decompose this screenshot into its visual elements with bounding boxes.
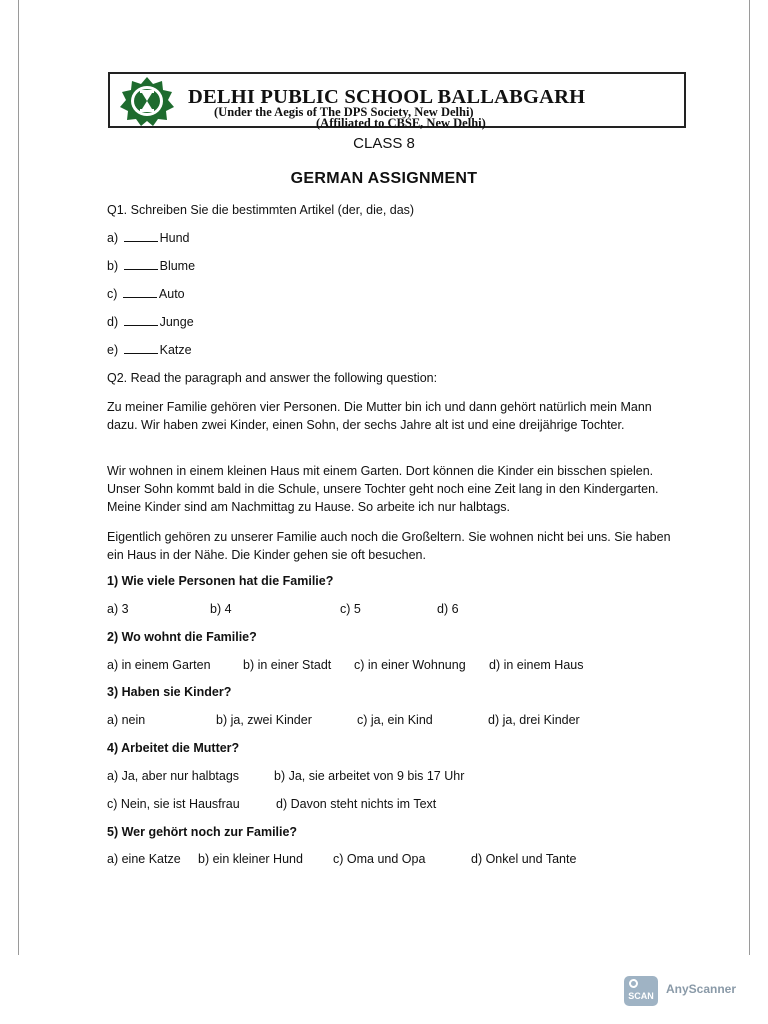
answer-blank — [124, 231, 158, 242]
class-title: CLASS 8 — [353, 135, 415, 152]
question-4-option-d: d) Davon steht nichts im Text — [276, 797, 437, 811]
question-1-option-a: a) 3 — [107, 602, 129, 616]
assignment-title: GERMAN ASSIGNMENT — [290, 170, 478, 187]
question-3-option-a: a) nein — [107, 713, 146, 727]
answer-blank — [123, 287, 157, 298]
question-4-option-a: a) Ja, aber nur halbtags — [107, 769, 240, 783]
q1-item-d — [107, 315, 194, 329]
reading-paragraph-3: Eigentlich gehören zu unserer Familie auch noch die Großeltern. Sie wohnen nicht bei uns. Sie haben ein Haus in der Nähe. Die Kinder gehen sie oft besuchen. — [107, 530, 671, 562]
q1-item-word: Katze — [159, 343, 192, 357]
scanner-watermark — [624, 974, 744, 1008]
scanner-lens-icon — [629, 979, 638, 988]
school-subtitle-aegis: (Under the Aegis of The DPS Society, New Delhi) — [214, 105, 474, 119]
school-subtitle-affiliation: (Affiliated to CBSE, New Delhi) — [316, 116, 486, 130]
question-3-option-b: b) ja, zwei Kinder — [216, 713, 312, 727]
q1-item-word: Hund — [159, 231, 190, 245]
q1-item-label: e) — [107, 343, 119, 357]
q1-item-word: Auto — [158, 287, 185, 301]
school-crest-icon — [116, 76, 178, 126]
question-5-option-d: d) Onkel und Tante — [471, 852, 577, 866]
q1-item-b — [107, 259, 195, 273]
school-name: DELHI PUBLIC SCHOOL BALLABGARH — [188, 86, 586, 108]
question-3-option-d: d) ja, drei Kinder — [488, 713, 580, 727]
question-3: 3) Haben sie Kinder? — [107, 685, 232, 699]
question-4-option-b: b) Ja, sie arbeitet von 9 bis 17 Uhr — [274, 769, 465, 783]
question-3-option-c: c) ja, ein Kind — [357, 713, 433, 727]
school-header-banner — [108, 72, 686, 128]
question-4: 4) Arbeitet die Mutter? — [107, 741, 240, 755]
reading-paragraph-2: Wir wohnen in einem kleinen Haus mit einem Garten. Dort können die Kinder ein bisschen spielen. Unser Sohn kommt bald in die Schule, unsere Tochter geht noch eine Zeit lang in den Kindergarten. Meine Kinder sind am Nachmittag zu Hause. So arbeite ich nur halbtags. — [107, 464, 659, 514]
q1-item-e — [107, 343, 192, 357]
q1-item-label: a) — [107, 231, 119, 245]
q2-prompt: Q2. Read the paragraph and answer the following question: — [107, 371, 438, 385]
q1-item-word: Blume — [159, 259, 196, 273]
question-2-option-a: a) in einem Garten — [107, 658, 211, 672]
q1-item-c — [107, 287, 185, 301]
question-2-option-b: b) in einer Stadt — [243, 658, 332, 672]
question-2-option-c: c) in einer Wohnung — [354, 658, 466, 672]
question-1-option-b: b) 4 — [210, 602, 232, 616]
question-5: 5) Wer gehört noch zur Familie? — [107, 825, 298, 839]
scanner-app-icon — [624, 976, 658, 1006]
q1-item-label: b) — [107, 259, 119, 273]
answer-blank — [124, 315, 158, 326]
question-2: 2) Wo wohnt die Familie? — [107, 630, 257, 644]
q1-prompt: Q1. Schreiben Sie die bestimmten Artikel (der, die, das) — [107, 203, 415, 217]
question-1-option-d: d) 6 — [437, 602, 459, 616]
answer-blank — [124, 343, 158, 354]
question-4-option-c: c) Nein, sie ist Hausfrau — [107, 797, 240, 811]
answer-blank — [124, 259, 158, 270]
question-1: 1) Wie viele Personen hat die Familie? — [107, 574, 334, 588]
q1-item-word: Junge — [159, 315, 194, 329]
reading-paragraph-1: Zu meiner Familie gehören vier Personen. Die Mutter bin ich und dann gehört natürlich mein Mann dazu. Wir haben zwei Kinder, einen Sohn, der sechs Jahre alt ist und eine dreijährige Tochter. — [107, 400, 652, 432]
scanner-app-label: AnyScanner — [666, 982, 737, 996]
question-1-option-c: c) 5 — [340, 602, 361, 616]
q1-item-label: d) — [107, 315, 119, 329]
question-5-option-b: b) ein kleiner Hund — [198, 852, 303, 866]
scanner-icon-text: SCAN — [628, 991, 654, 1001]
question-2-option-d: d) in einem Haus — [489, 658, 584, 672]
q1-item-a — [107, 231, 190, 245]
q1-item-label: c) — [107, 287, 118, 301]
question-5-option-a: a) eine Katze — [107, 852, 181, 866]
question-5-option-c: c) Oma und Opa — [333, 852, 426, 866]
